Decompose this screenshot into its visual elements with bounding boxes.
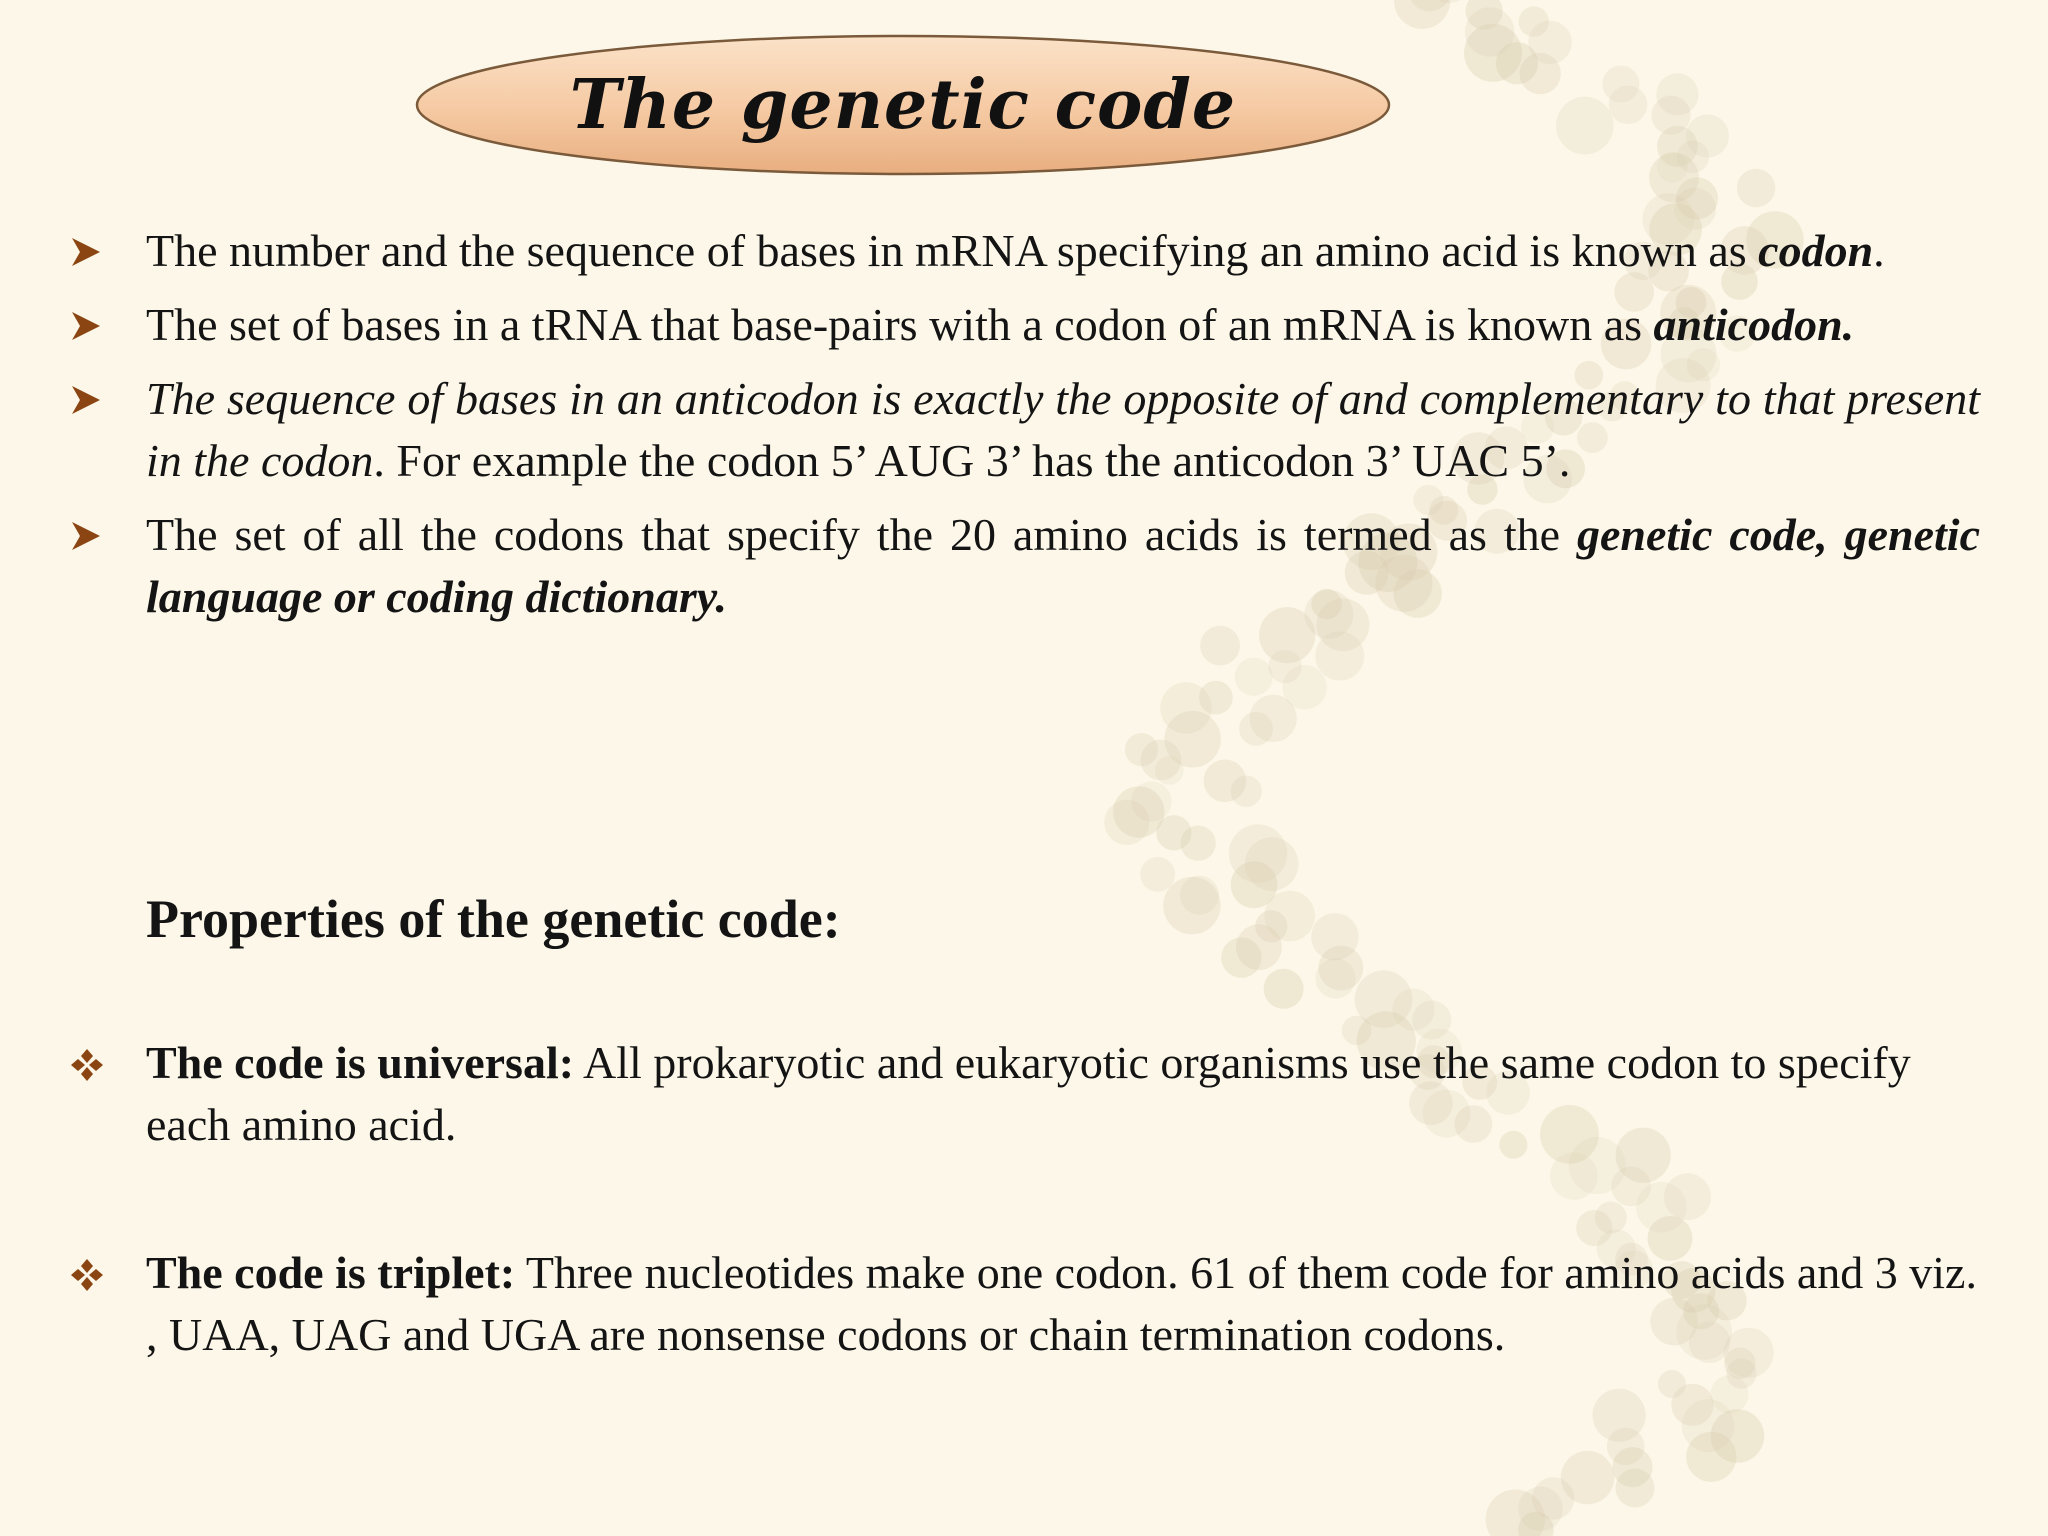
bullet-text: The number and the sequence of bases in mRNA specifying an amino acid is known as xyxy=(146,225,1759,276)
property-label: The code is triplet: xyxy=(146,1247,516,1298)
decor-bead xyxy=(1235,658,1273,696)
property-item xyxy=(70,1242,1980,1366)
slide-title: The genetic code xyxy=(569,65,1237,145)
arrowhead-right-icon xyxy=(70,220,116,282)
arrowhead-right-icon xyxy=(70,368,116,430)
bullet-text: . For example the codon 5’ AUG 3’ has the anticodon 3’ UAC 5’. xyxy=(373,435,1571,486)
list-item xyxy=(70,504,1980,628)
decor-bead xyxy=(1315,958,1355,998)
arrowhead-right-icon xyxy=(70,294,116,356)
term-anticodon: anticodon. xyxy=(1653,299,1855,350)
decor-bead xyxy=(1737,169,1775,207)
term-genetic-code: genetic code, genetic language or coding dictionary. xyxy=(146,509,1980,622)
list-item xyxy=(70,368,1980,492)
decor-bead xyxy=(1239,712,1273,746)
decor-bead xyxy=(1140,857,1175,892)
decor-bead xyxy=(1616,1469,1655,1508)
bullet-tail: . xyxy=(1873,225,1885,276)
property-text: All prokaryotic and eukaryotic organisms use the same codon to specify each amino acid. xyxy=(146,1037,1911,1150)
decor-bead xyxy=(1609,86,1648,125)
bullet-text: The set of bases in a tRNA that base-pairs with a codon of an mRNA is known as xyxy=(146,299,1654,350)
decor-bead xyxy=(1104,800,1149,845)
term-codon: codon xyxy=(1758,225,1874,276)
list-item xyxy=(70,294,1980,356)
property-item xyxy=(70,1032,1980,1156)
four-diamond-icon xyxy=(70,1242,116,1304)
decor-bead xyxy=(1180,826,1215,861)
four-diamond-icon xyxy=(70,1032,116,1094)
decor-bead xyxy=(1264,969,1304,1009)
bullet-text: The set of all the codons that specify the 20 amino acids is termed as the xyxy=(146,509,1577,560)
decor-bead xyxy=(1520,53,1561,94)
arrowhead-right-icon xyxy=(70,504,116,566)
bullet-italic-lead: The sequence of bases in an anticodon is exactly the opposite of and complementary to that present in the codon xyxy=(146,373,1980,486)
decor-bead xyxy=(1155,756,1184,785)
decor-bead xyxy=(1231,776,1262,807)
list-item xyxy=(70,220,1980,282)
decor-bead xyxy=(1163,877,1220,934)
decor-bead xyxy=(1394,0,1450,29)
property-label: The code is universal: xyxy=(146,1037,575,1088)
decor-bead xyxy=(1221,937,1261,977)
property-text: Three nucleotides make one codon. 61 of them code for amino acids and 3 viz. , UAA, UAG and UGA are nonsense codons or chain termination codons. xyxy=(146,1247,1977,1360)
definition-list xyxy=(70,220,1980,640)
properties-list xyxy=(70,1032,1980,1452)
decor-bead xyxy=(1556,97,1614,155)
properties-heading: Properties of the genetic code: xyxy=(146,889,841,949)
